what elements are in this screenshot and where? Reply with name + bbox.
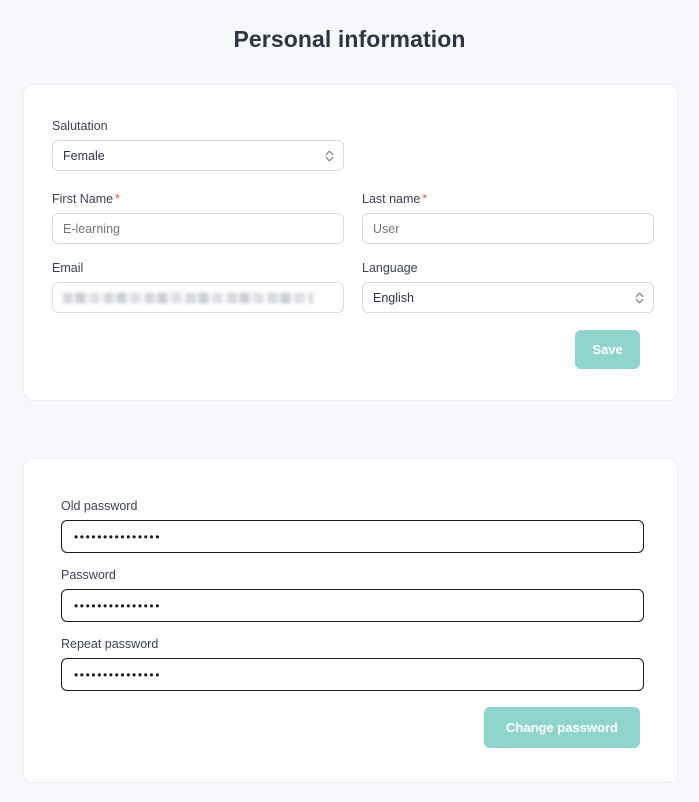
page-title: Personal information xyxy=(233,26,466,52)
repeat-password-label: Repeat password xyxy=(61,637,159,651)
old-password-input[interactable] xyxy=(61,520,644,553)
save-button[interactable]: Save xyxy=(575,330,640,369)
email-field xyxy=(52,261,344,313)
salutation-value: Female xyxy=(63,148,105,163)
old-password-value: ••••••••••••••• xyxy=(74,529,162,544)
first-name-label xyxy=(52,192,344,206)
repeat-password-input[interactable] xyxy=(61,658,644,691)
last-name-label xyxy=(362,192,654,206)
first-name-field xyxy=(52,192,344,244)
name-row xyxy=(52,192,654,244)
language-select[interactable] xyxy=(362,282,654,313)
new-password-value: ••••••••••••••• xyxy=(74,598,162,613)
chevron-updown-svg xyxy=(635,291,644,305)
first-name-required-marker: * xyxy=(115,192,120,206)
old-password-label: Old password xyxy=(61,499,138,513)
email-language-row xyxy=(52,261,654,313)
language-value: English xyxy=(373,290,414,305)
first-name-input[interactable] xyxy=(52,213,344,244)
last-name-required-marker: * xyxy=(422,192,428,206)
email-input[interactable] xyxy=(52,282,344,313)
chevron-updown-icon xyxy=(634,290,644,306)
salutation-row xyxy=(52,119,654,171)
new-password-field xyxy=(61,568,644,622)
first-name-label-text: First Name xyxy=(52,192,114,206)
personal-information-card xyxy=(23,84,678,401)
last-name-field xyxy=(362,192,654,244)
repeat-password-value: ••••••••••••••• xyxy=(74,667,162,682)
old-password-field xyxy=(61,499,644,553)
last-name-label-text: Last name xyxy=(362,192,421,206)
salutation-spacer xyxy=(362,119,654,171)
new-password-label: Password xyxy=(61,568,116,582)
change-password-card xyxy=(23,458,678,783)
chevron-updown-svg xyxy=(325,149,334,163)
salutation-label: Salutation xyxy=(52,119,108,133)
last-name-input[interactable] xyxy=(362,213,654,244)
change-password-button[interactable]: Change password xyxy=(484,707,640,748)
email-label: Email xyxy=(52,261,84,275)
repeat-password-field xyxy=(61,637,644,691)
salutation-field xyxy=(52,119,344,171)
email-redacted-value xyxy=(63,292,313,303)
language-label: Language xyxy=(362,261,418,275)
salutation-select[interactable] xyxy=(52,140,344,171)
chevron-updown-icon xyxy=(324,148,334,164)
language-field xyxy=(362,261,654,313)
new-password-input[interactable] xyxy=(61,589,644,622)
